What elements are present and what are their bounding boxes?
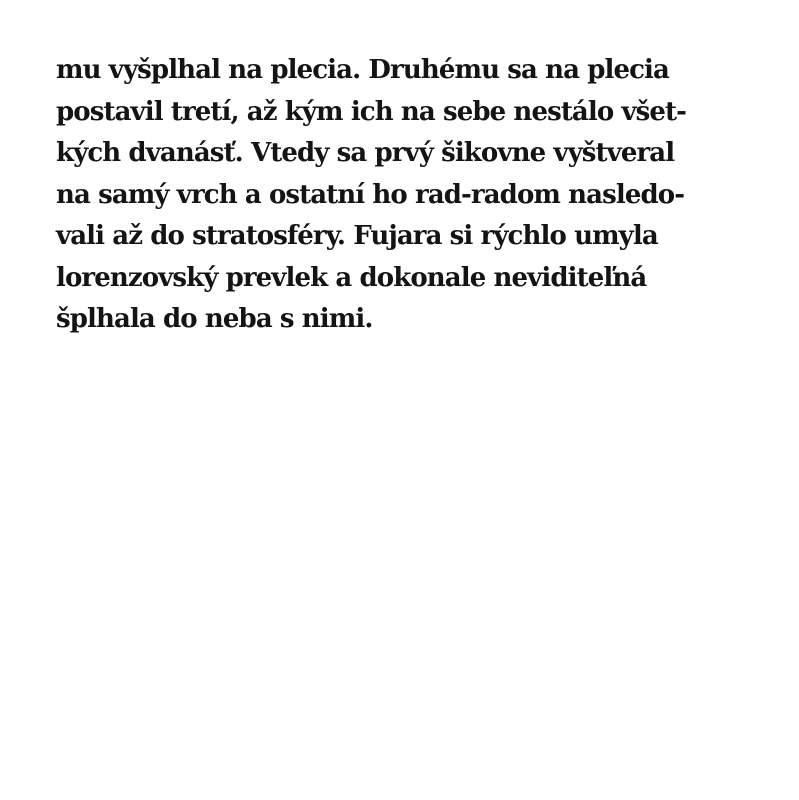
text-line: šplhala do neba s nimi.	[56, 304, 373, 334]
text-line: na samý vrch a ostatní ho rad-radom nasledo-	[56, 179, 685, 210]
text-line: vali až do stratosféry. Fujara si rýchlo umyla	[56, 221, 658, 251]
text-line: postavil tretí, až kým ich na sebe nestálo všet-	[56, 96, 687, 127]
body-paragraph	[56, 50, 756, 341]
text-line: mu vyšplhal na plecia. Druhému sa na plecia	[56, 55, 669, 85]
text-line: kých dvanásť. Vtedy sa prvý šikovne vyštveral	[56, 138, 675, 168]
text-line: lorenzovský prevlek a dokonale neviditeľná	[56, 262, 647, 293]
